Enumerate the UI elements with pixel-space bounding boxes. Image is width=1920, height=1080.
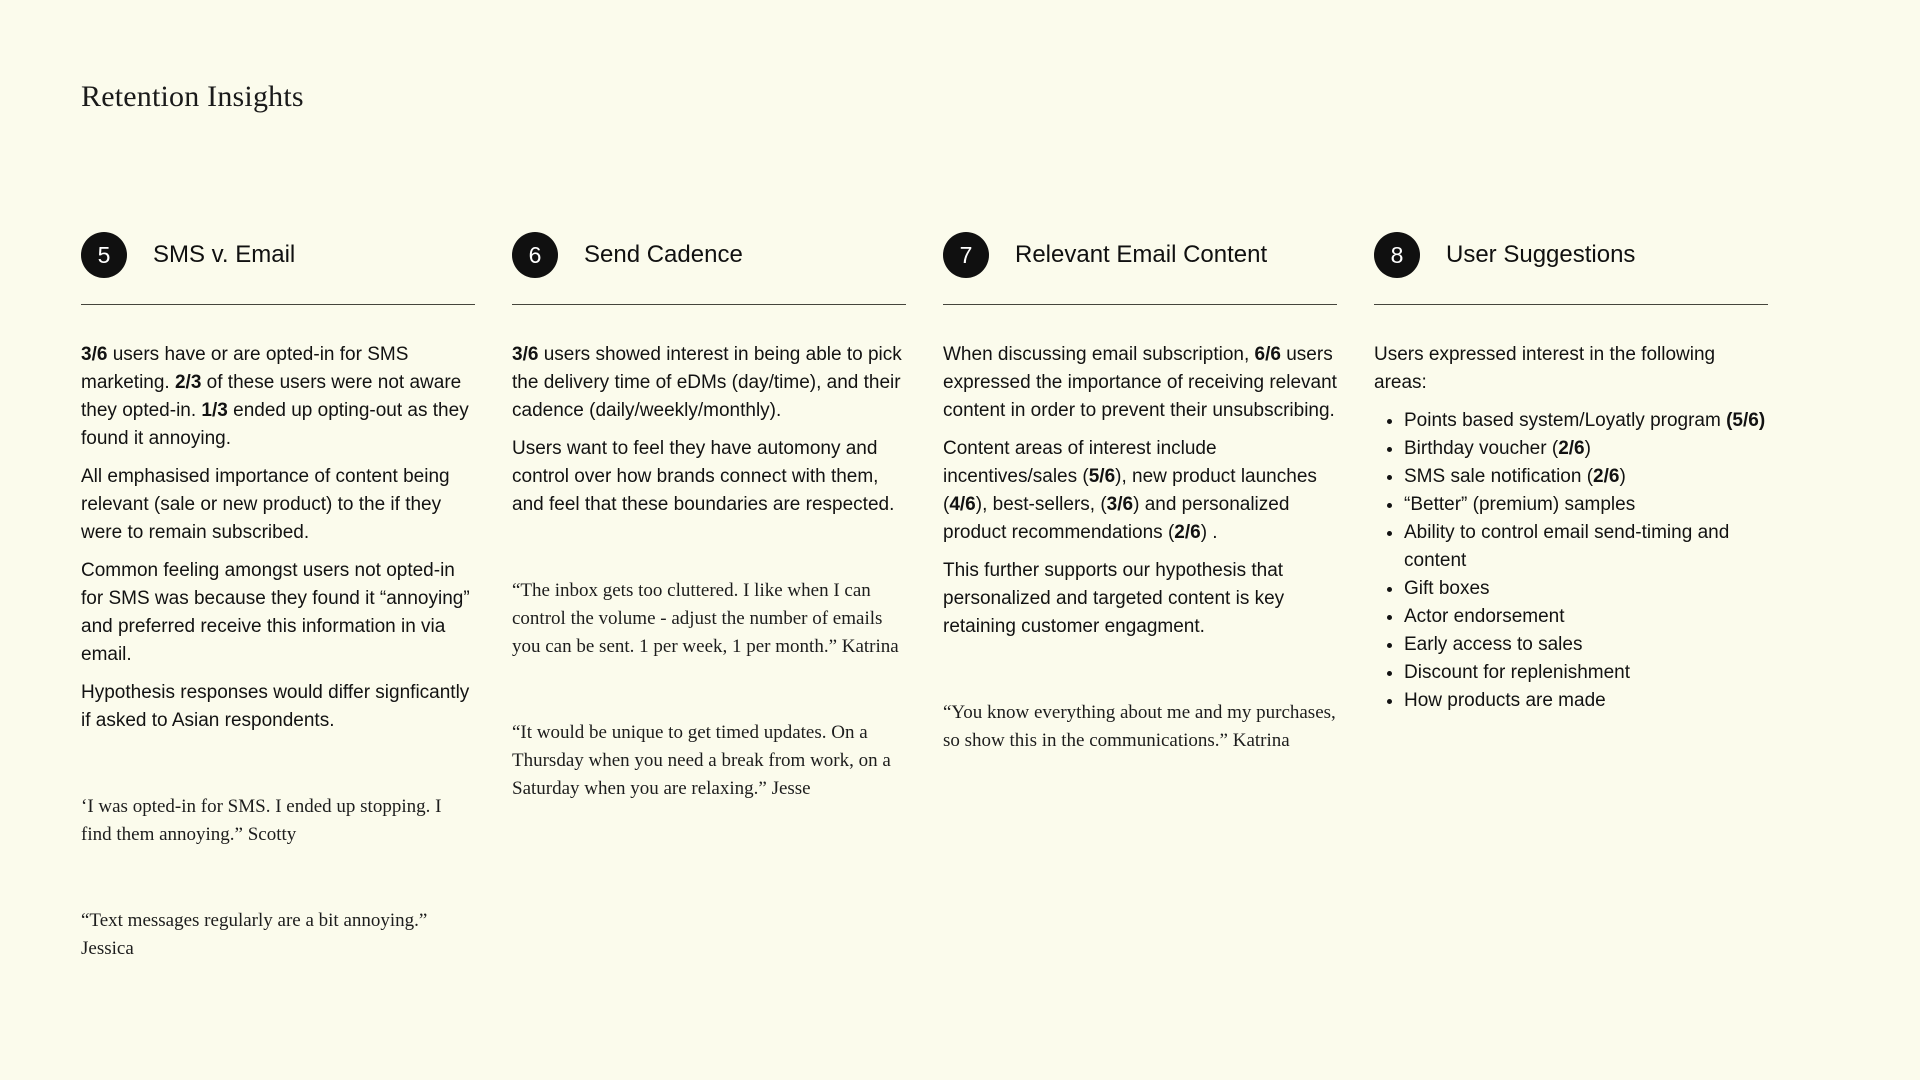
section-heading: Send Cadence	[584, 241, 743, 268]
insight-paragraph: Common feeling amongst users not opted-in for SMS was because they found it “annoying” and preferred receive this information in via email.	[81, 560, 470, 665]
section-body	[512, 341, 906, 803]
suggestion-item: • Points based system/Loyatly program (5/6)	[1404, 407, 1768, 435]
suggestion-item: • Early access to sales	[1404, 631, 1768, 659]
section-heading: Relevant Email Content	[1015, 241, 1268, 268]
insight-columns	[81, 232, 1920, 973]
section-divider	[1374, 304, 1768, 305]
section-body	[943, 341, 1337, 755]
suggestion-item: • “Better” (premium) samples	[1404, 491, 1768, 519]
column-header	[512, 232, 906, 278]
section-heading: User Suggestions	[1446, 241, 1636, 268]
section-heading: SMS v. Email	[153, 241, 296, 268]
user-quote: “Text messages regularly are a bit annoying.” Jessica	[81, 910, 428, 959]
insight-paragraph: Hypothesis responses would differ signficantly if asked to Asian respondents.	[81, 682, 470, 731]
section-number-badge: 7	[943, 232, 989, 278]
insight-column-7	[943, 232, 1337, 765]
section-body	[1374, 341, 1768, 715]
column-header	[81, 232, 475, 278]
user-quote: “It would be unique to get timed updates. On a Thursday when you need a break from work, on a Saturday when you are relaxing.” Jesse	[512, 722, 891, 799]
insight-column-6	[512, 232, 906, 813]
insight-paragraph: When discussing email subscription, 6/6 users expressed the importance of receiving relevant content in order to prevent their unsubscribing.	[943, 344, 1337, 421]
insight-paragraph: Users expressed interest in the following areas:	[1374, 344, 1716, 393]
suggestion-item: • Discount for replenishment	[1404, 659, 1768, 687]
insight-paragraph: This further supports our hypothesis that personalized and targeted content is key retaining customer engagment.	[943, 560, 1285, 637]
suggestion-item: • Birthday voucher (2/6)	[1404, 435, 1768, 463]
suggestion-item: • SMS sale notification (2/6)	[1404, 463, 1768, 491]
section-divider	[943, 304, 1337, 305]
user-quote: “The inbox gets too cluttered. I like when I can control the volume - adjust the number of emails you can be sent. 1 per week, 1 per month.” Katrina	[512, 580, 899, 657]
user-quote: “You know everything about me and my purchases, so show this in the communications.” Katrina	[943, 702, 1336, 751]
column-header	[1374, 232, 1768, 278]
section-divider	[512, 304, 906, 305]
insight-paragraph: Users want to feel they have automony and control over how brands connect with them, and feel that these boundaries are respected.	[512, 438, 895, 515]
insight-paragraph: 3/6 users have or are opted-in for SMS marketing. 2/3 of these users were not aware they opted-in. 1/3 ended up opting-out as they found it annoying.	[81, 344, 469, 449]
suggestion-item: • Gift boxes	[1404, 575, 1768, 603]
section-divider	[81, 304, 475, 305]
insight-paragraph: 3/6 users showed interest in being able to pick the delivery time of eDMs (day/time), and their cadence (daily/weekly/monthly).	[512, 344, 902, 421]
suggestion-item: • How products are made	[1404, 687, 1768, 715]
insight-paragraph: Content areas of interest include incentives/sales (5/6), new product launches (4/6), best-sellers, (3/6) and personalized product recommendations (2/6) .	[943, 438, 1317, 543]
section-number-badge: 5	[81, 232, 127, 278]
insight-column-5	[81, 232, 475, 973]
insight-paragraph: All emphasised importance of content being relevant (sale or new product) to the if they were to remain subscribed.	[81, 466, 450, 543]
page-title: Retention Insights	[81, 80, 304, 113]
column-header	[943, 232, 1337, 278]
section-body	[81, 341, 475, 963]
suggestion-item: • Ability to control email send-timing and content	[1404, 519, 1768, 575]
suggestion-item: • Actor endorsement	[1404, 603, 1768, 631]
section-number-badge: 8	[1374, 232, 1420, 278]
user-quote: ‘I was opted-in for SMS. I ended up stopping. I find them annoying.” Scotty	[81, 796, 442, 845]
insight-column-8	[1374, 232, 1768, 715]
suggestions-list	[1374, 407, 1768, 715]
section-number-badge: 6	[512, 232, 558, 278]
